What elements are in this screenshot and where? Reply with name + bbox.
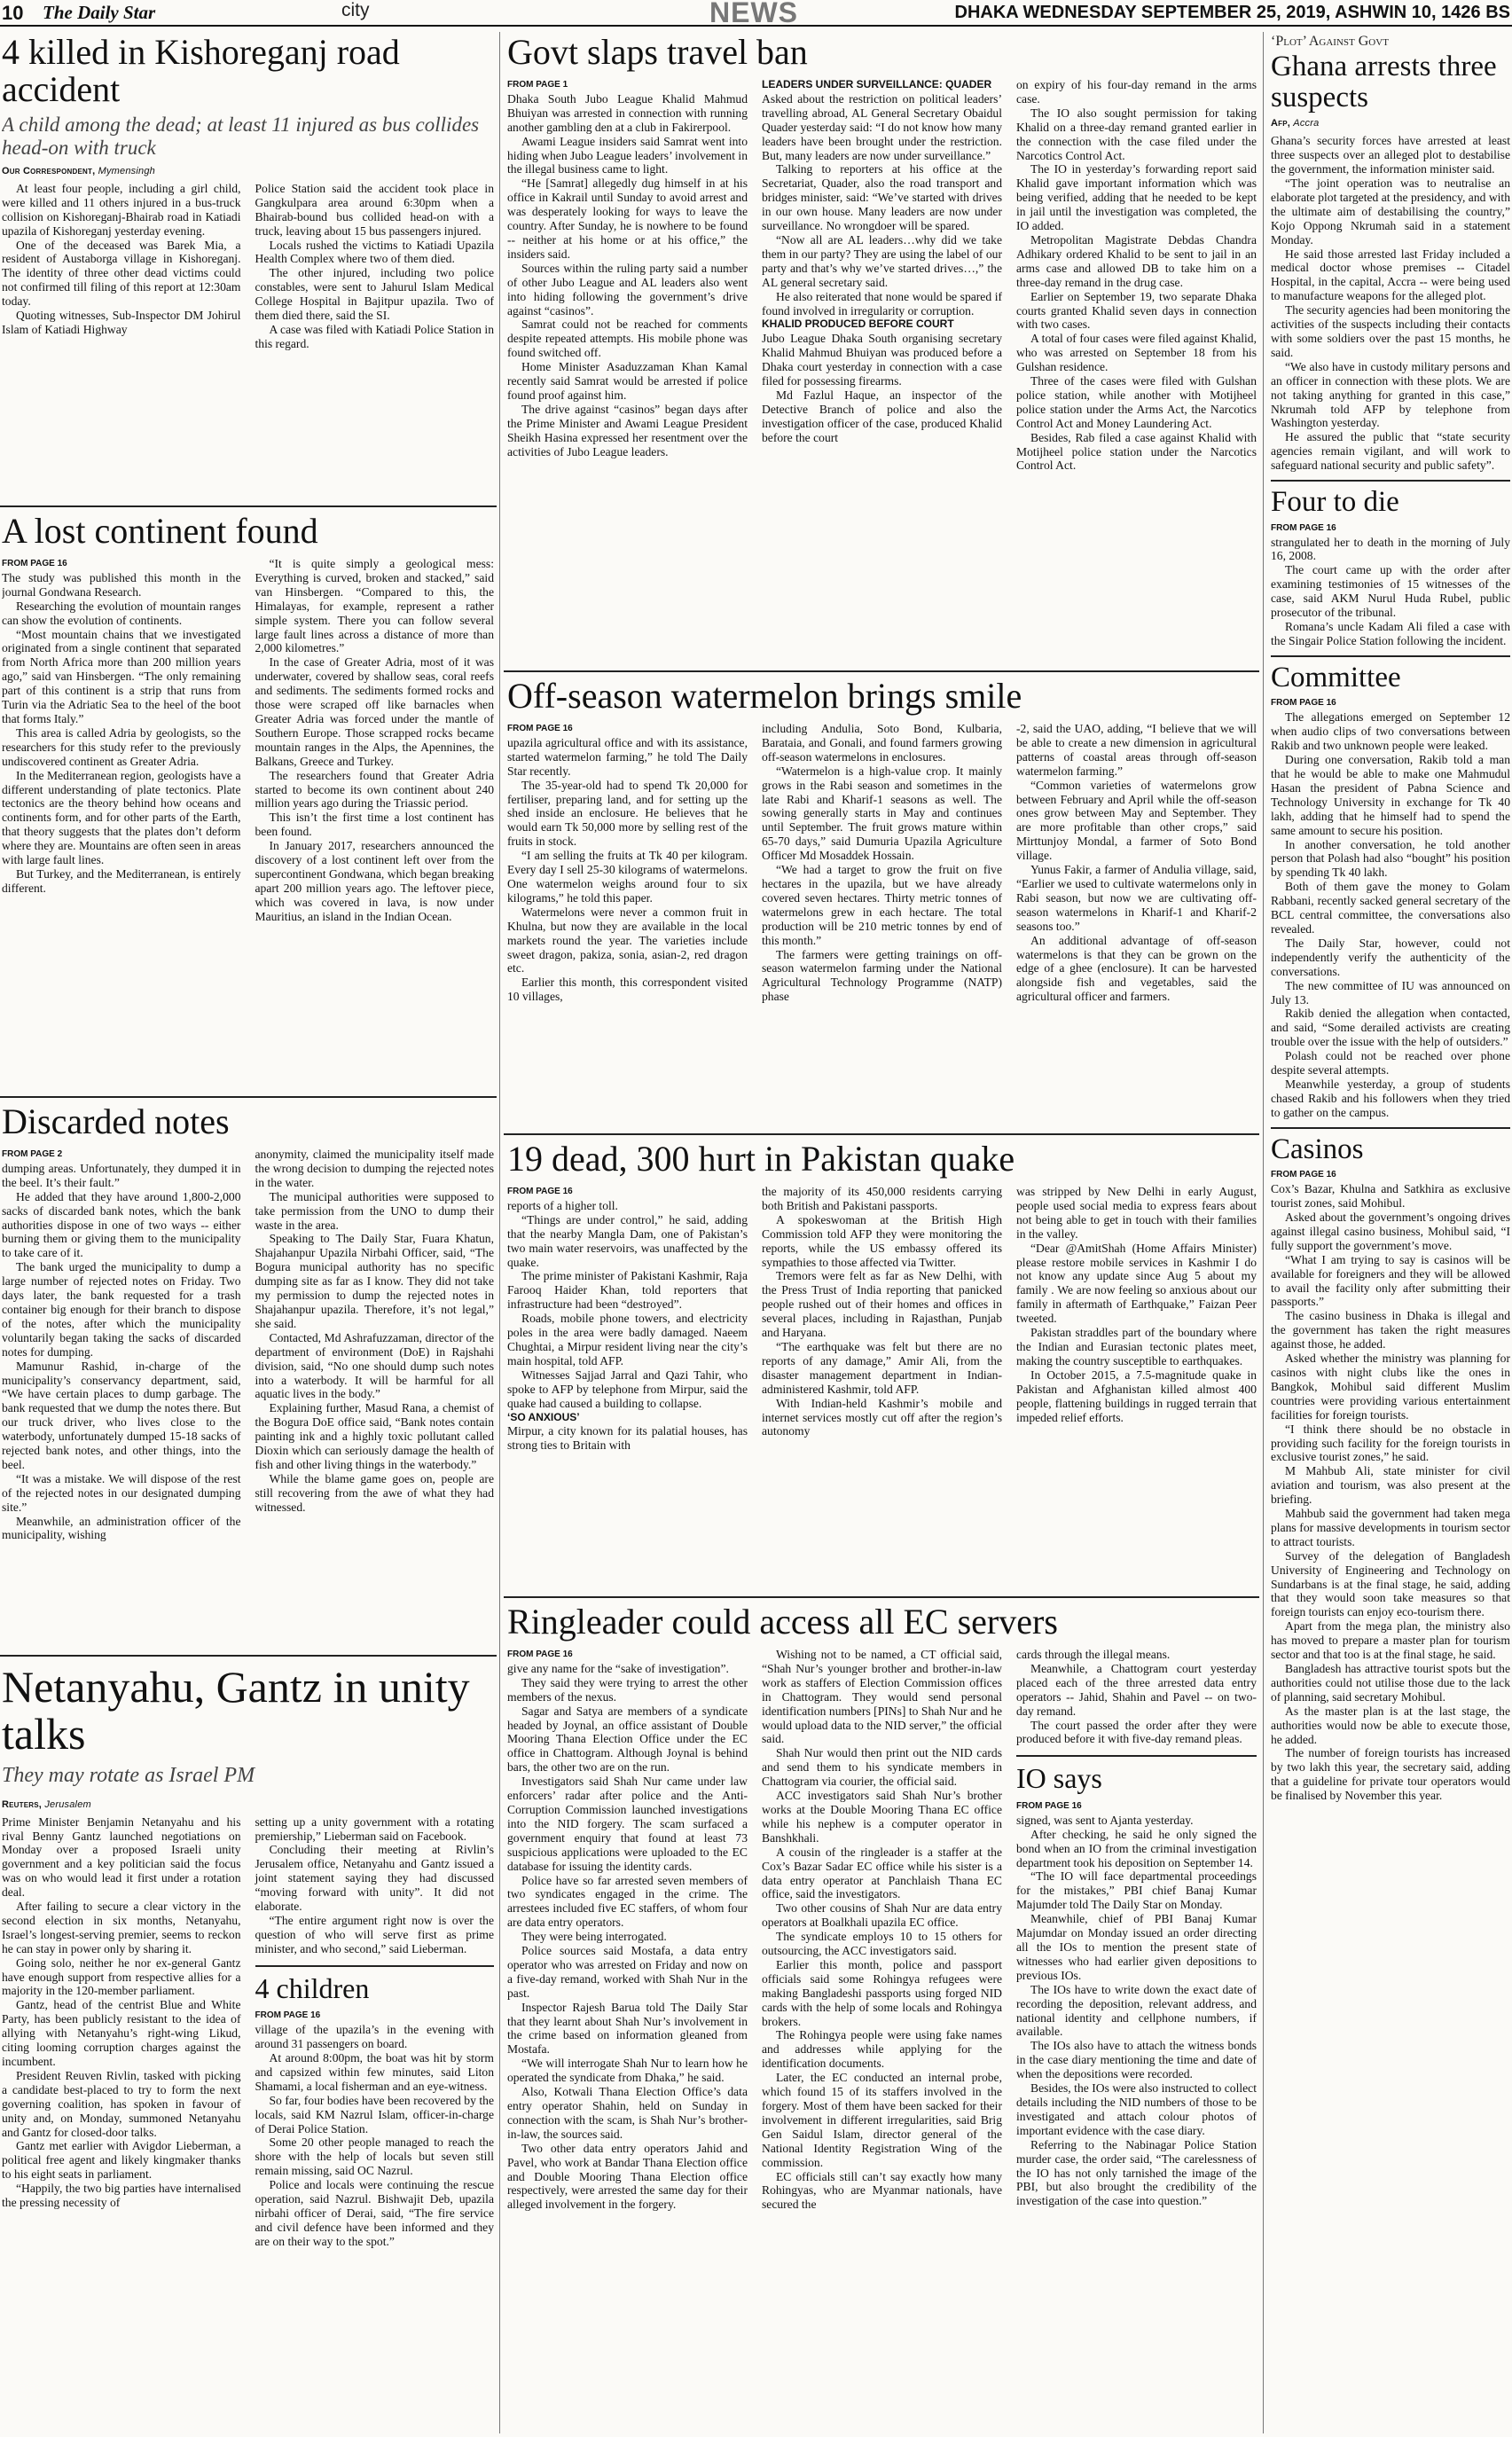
story-ghana: [1271, 34, 1510, 473]
paragraph: Gantz, head of the centrist Blue and White Party, has been publicly resistant to the idea of allying with Netanyahu’s right-wing Likud, citing looming corruption charges against the incumbent.: [2, 1998, 241, 2068]
paragraph: This area is called Adria by geologists, so the researchers for this study refer to the previously undiscovered continent as Greater Adria.: [2, 725, 241, 768]
column: [507, 722, 748, 1004]
paragraph: cards through the illegal means.: [1016, 1648, 1171, 1661]
kicker: ‘Plot’ Against Govt: [1271, 34, 1389, 49]
paragraph: The allegations emerged on September 12 when audio clips of two conversations between Rakib and two unknown people were leaked.: [1271, 710, 1510, 753]
paragraph: The researchers found that Greater Adria started to become its own continent about 240 million years ago during the Triassic period.: [255, 768, 494, 811]
headline: Committee: [1271, 661, 1401, 693]
paragraph: So far, four bodies have been recovered by the locals, said KM Nazrul Islam, officer-in-charge of Derai Police Station.: [255, 2093, 494, 2135]
paragraph: The bank urged the municipality to dump a large number of rejected notes on Friday. Two days later, the bank requested for a trash container big enough for their branch to dispose of the notes, after which the municipality voluntarily began taking the sacks of discarded notes for dumping.: [2, 1260, 241, 1359]
paragraph: Rakib denied the allegation when contacted, and said, “Some derailed activists are creating trouble over the issue with the help of outsiders.”: [1271, 1007, 1510, 1049]
paragraph: Speaking to The Daily Star, Fuara Khatun, Shajahanpur Upazila Nirbahi Officer, said, “The Bogura municipal authority has no specific dumping site as far as I know. They did not take my permission to dump the rejected notes in Shajahanpur upazila. Therefore, it’s not legal,” she said.: [255, 1232, 494, 1330]
paragraph: “I think there should be no obstacle in providing such facility for the foreign tourists in exclusive tourist zones,” he said.: [1271, 1422, 1510, 1464]
from-page: FROM PAGE 16: [1016, 1800, 1082, 1811]
paragraph: signed, was sent to Ajanta yesterday.: [1016, 1813, 1194, 1827]
paragraph: “We also have in custody military persons and an officer in connection with these plots. We are not taking anything for granted in this case,” Nkrumah told AFP by telephone from Washington yesterday.: [1271, 359, 1510, 430]
from-page: FROM PAGE 1: [507, 80, 568, 90]
paragraph: “It was a mistake. We will dispose of the rest of the rejected notes in our designated dumping site.”: [2, 1471, 241, 1514]
paragraph: Mirpur, a city known for its palatial houses, has strong ties to Britain with: [507, 1424, 748, 1453]
paragraph: Besides, the IOs were also instructed to collect details including the NID numbers of those to be investigated and attach colour photos of important evidence with the case diary.: [1016, 2081, 1257, 2137]
headline: A lost continent found: [2, 513, 318, 551]
paragraph: At around 8:00pm, the boat was hit by storm and capsized within few minutes, said Liton Shamami, a local fisherman and an eye-witness.: [255, 2050, 494, 2093]
column: [1271, 134, 1510, 473]
paragraph: Survey of the delegation of Bangladesh University of Engineering and Technology on Sundarbans is at the final stage, he said, adding that they would soon take measures so that foreign tourists can enjoy eco-tourism there.: [1271, 1548, 1510, 1619]
paragraph: “He [Samrat] allegedly dug himself in at his office in Kakrail until Sunday to avoid arrest and was desperately looking for ways to leave the country. After Sunday, he is nowhere to be found -- neither at his home or at his office,” the insiders said.: [507, 176, 748, 261]
paragraph: The Rohingya people were using fake names and addresses while applying for the identification documents.: [762, 2028, 1002, 2071]
column: [1016, 1185, 1257, 1424]
paragraph: Apart from the mega plan, the ministry also has moved to prepare a master plan for tourism sector and that too is at the final stage, he said.: [1271, 1619, 1510, 1662]
from-page: FROM PAGE 16: [507, 1187, 573, 1196]
paragraph: Ghana’s security forces have arrested at least three suspects over an alleged plot to destabilise the government, the information minister said.: [1271, 134, 1510, 176]
paragraph: The Daily Star, however, could not independently verify the authenticity of the conversations.: [1271, 936, 1510, 978]
paragraph: Two other data entry operators Jahid and Pavel, who work at Bandar Thana Election office and Double Mooring Thana Election office respectively, were arrested the same day for their alleged involvement in the forgery.: [507, 2141, 748, 2212]
paragraph: Going solo, neither he nor ex-general Gantz have enough support from respective allies for a majority in the 120-member parliament.: [2, 1955, 241, 1998]
headline: 4 killed in Kishoreganj road accident: [2, 34, 400, 109]
paragraph: Some 20 other people managed to reach the shore with the help of locals but seven still remain missing, said OC Nazrul.: [255, 2135, 494, 2178]
story-watermelon: [507, 678, 1257, 1121]
paragraph: Contacted, Md Ashrafuzzaman, director of the department of environment (DoE) in Rajshahi division, said, “No one should dump such notes into a waterbody. It will be harmful for all aquatic lives in the body.”: [255, 1330, 494, 1401]
paragraph: “Watermelon is a high-value crop. It mainly grows in the Rabi season and sometimes in the late Rabi and Kharif-1 seasons as well. The sowing generally starts in May and continues until September. The fruit grows mature within 65-70 days,” said Dumuria Upazila Agriculture Officer Md Mosaddek Hossain.: [762, 764, 1002, 863]
paragraph: In January 2017, researchers announced the discovery of a lost continent left over from the supercontinent Gondwana, which began breaking apart 200 million years ago. The leftover piece, which was covered in lava, is now under Mauritius, an island in the Indian Ocean.: [255, 839, 494, 923]
headline: Off-season watermelon brings smile: [507, 678, 1022, 716]
paragraph: The court passed the order after they were produced before it with five-day remand pleas.: [1016, 1718, 1257, 1746]
paragraph: EC officials still can’t say exactly how many Rohingyas, who are Myanmar nationals, have secured the: [762, 2169, 1002, 2212]
subhead: LEADERS UNDER SURVEILLANCE: QUADER: [762, 78, 992, 90]
paragraph: Investigators said Shah Nur came under law enforcers’ radar after police and the Anti-Corruption Commission launched investigations into the NID forgery. The scam surfaced a government enquiry that found at least 73 suspicious applications were uploaded to the EC database for issuing the identity cards.: [507, 1775, 748, 1873]
paragraph: The drive against “casinos” began days after the Prime Minister and Awami League President Sheikh Hasina expressed her resentment over the activities of Jubo League leaders.: [507, 402, 748, 458]
paragraph: setting up a unity government with a rotating premiership,” Lieberman said on Facebook.: [255, 1814, 494, 1843]
from-page: FROM PAGE 16: [2, 559, 67, 568]
column: [762, 1648, 1002, 2212]
paragraph: “The IO will face departmental proceedings for the mistakes,” PBI chief Banaj Kumar Majumder told The Daily Star on Monday.: [1016, 1869, 1257, 1912]
paragraph: “What I am trying to say is casinos will be available for foreigners and they will be allowed to avail the facility only after submitting their passports.”: [1271, 1252, 1510, 1309]
paragraph: The municipal authorities were supposed to take permission from the UNO to dump their waste in the area.: [255, 1189, 494, 1232]
headline: IO says: [1016, 1762, 1102, 1795]
from-page: FROM PAGE 16: [1271, 522, 1336, 533]
paragraph: Yunus Fakir, a farmer of Andulia village, said, “Earlier we used to cultivate watermelons only in Rabi season, but now we are cultivating off-season watermelons in Kharif-1 and Kharif-2 seasons too.”: [1016, 863, 1257, 933]
paragraph: Md Fazlul Haque, an inspector of the Detective Branch of police and also the investigation officer of the case, produced Khalid before the court: [762, 388, 1002, 444]
paragraph: The IOs also have to attach the witness bonds in the case diary mentioning the time and date of when the depositions were recorded.: [1016, 2039, 1257, 2081]
column: [1016, 78, 1257, 473]
paragraph: Police have so far arrested seven members of two syndicates engaged in the crime. The arrestees included five EC staffers, of whom four are data entry operators.: [507, 1873, 748, 1930]
paragraph: on expiry of his four-day remand in the arms case.: [1016, 78, 1257, 106]
paragraph: While the blame game goes on, people are still recovering from the awe of what they had witnessed.: [255, 1471, 494, 1514]
column-rule: [499, 32, 500, 2433]
story-four-to-die: [1271, 487, 1510, 648]
column: [2, 557, 241, 896]
paragraph: The study was published this month in the journal Gondwana Research.: [2, 570, 241, 599]
story-lost-continent: [2, 513, 494, 1098]
paper-name: The Daily Star: [43, 2, 156, 23]
headline: Ringleader could access all EC servers: [507, 1603, 1058, 1642]
from-page: FROM PAGE 16: [1271, 698, 1336, 709]
paragraph: Metropolitan Magistrate Debdas Chandra Adhikary ordered Khalid to be sent to jail in an arms case and allowed DB to take him on a three-day remand in the drug case.: [1016, 232, 1257, 289]
paragraph: Dhaka South Jubo League Khalid Mahmud Bhuiyan was arrested in connection with running another gambling den at a club in Fakirerpool.: [507, 91, 748, 134]
story-committee: [1271, 662, 1510, 1120]
paragraph: A cousin of the ringleader is a staffer at the Cox’s Bazar Sadar EC office while his sister is a data entry operator at Panchlaish Thana EC office, said the investigators.: [762, 1845, 1002, 1901]
headline: Discarded notes: [2, 1103, 230, 1141]
paragraph: Watermelons were never a common fruit in Khulna, but now they are available in the local markets round the year. The varieties include sweet dragon, pakiza, sonia, asian-2, red dragon etc.: [507, 905, 748, 976]
paragraph: Earlier this month, this correspondent visited 10 villages,: [507, 976, 748, 1004]
paragraph: After failing to secure a clear victory in the second election in six months, Netanyahu, Israel’s longest-serving premier, seems to reckon he can stay in power only by sharing it.: [2, 1900, 241, 1955]
paragraph: Two other cousins of Shah Nur are data entry operators at Boalkhali upazila EC office.: [762, 1901, 1002, 1930]
paragraph: After checking, he said he only signed the bond when an IO from the criminal investigation department took his deposition on September 14.: [1016, 1827, 1257, 1869]
deck: A child among the dead; at least 11 injured as bus collides head-on with truck: [2, 114, 480, 160]
paragraph: including Andulia, Soto Bond, Kulbaria, Barataia, and Gonali, and found farmers growing off-season watermelons in enclosures.: [762, 722, 1002, 764]
paragraph: The IO also sought permission for taking Khalid on a three-day remand granted earlier in the connection with the case filed under the Narcotics Control Act.: [1016, 106, 1257, 162]
paragraph: Quoting witnesses, Sub-Inspector DM Johirul Islam of Katiadi Highway: [2, 309, 241, 336]
paragraph: Talking to reporters at his office at the Secretariat, Quader, also the road transport and bridges minister, said: “We’ve started with drives in our own house. Many leaders are now under surveillance. No wrongdoer will be spared.: [762, 162, 1002, 233]
paragraph: The 35-year-old had to spend Tk 20,000 for fertiliser, preparing land, and for setting up the shed inside an enclosure. He believes that he would earn Tk 50,000 more by selling rest of the fruits in stock.: [507, 778, 748, 849]
right-column: [1271, 34, 1510, 2435]
column: [255, 182, 495, 351]
divider: [504, 1596, 1259, 1598]
paragraph: Polash could not be reached over phone despite several attempts.: [1271, 1049, 1510, 1077]
paragraph: He added that they have around 1,800-2,000 sacks of discarded bank notes, which the bank authorities dispose in one of two ways -- either burning them or giving them to the municipality to take care of it.: [2, 1189, 241, 1260]
paragraph: One of the deceased was Barek Mia, a resident of Austaborga village in Kishoreganj. The identity of three other dead victims could not confirmed till filing of this report at 12:30am today.: [2, 238, 241, 309]
paragraph: “We had a target to grow the fruit on five hectares in the upazila, but we have already covered seven hectares. Thirty metric tonnes of watermelons grew in each hectare. The total production will be 210 metric tonnes by end of this month.”: [762, 863, 1002, 947]
paragraph: A total of four cases were filed against Khalid, who was arrested on September 18 from his Gulshan residence.: [1016, 332, 1257, 374]
paragraph: dumping areas. Unfortunately, they dumped it in the beel. It’s their fault.”: [2, 1161, 241, 1189]
paragraph: He assured the public that “state security agencies remain vigilant, and will work to safeguard national security and public safety”.: [1271, 430, 1510, 473]
paragraph: At least four people, including a girl child, were killed and 11 others injured in a bus-truck collision on Kishoreganj-Bhairab road in Katiadi upazila of Kishoreganj yesterday evening.: [2, 181, 241, 238]
section-label: NEWS: [709, 0, 798, 28]
dateline: DHAKA WEDNESDAY SEPTEMBER 25, 2019, ASHWIN 10, 1426 BS: [954, 3, 1510, 22]
paragraph: In another conversation, he told another person that Polash had also “bought” his position by spending Tk 40 lakh.: [1271, 837, 1510, 880]
paragraph: village of the upazila’s in the evening with around 31 passengers on board.: [255, 2023, 494, 2051]
paragraph: A spokeswoman at the British High Commission told AFP they were monitoring the reports, while the US embassy offered its sympathies to those affected via Twitter.: [762, 1212, 1002, 1269]
paragraph: “We will interrogate Shah Nur to learn how he operated the syndicate from Dhaka,” he said.: [507, 2057, 748, 2085]
paragraph: Awami League insiders said Samrat went into hiding when Jubo League leaders’ involvement in the illegal business came to light.: [507, 134, 748, 176]
column: [762, 1185, 1002, 1438]
paragraph: M Mahbub Ali, state minister for civil aviation and tourism, was also present at the briefing.: [1271, 1464, 1510, 1507]
paragraph: Inspector Rajesh Barua told The Daily Star that they learnt about Shah Nur’s involvement in the crime based on information gleaned from Mostafa.: [507, 2000, 748, 2057]
story-4-children: [255, 1971, 495, 2249]
divider: [504, 1133, 1259, 1135]
paragraph: Gantz met earlier with Avigdor Lieberman, a political free agent and likely kingmaker thanks to his eight seats in parliament.: [2, 2139, 241, 2182]
paragraph: -2, said the UAO, adding, “I believe that we will be able to create a new dimension in agricultural patterns of coastal areas through off-season watermelon farming.”: [1016, 722, 1257, 778]
masthead: [0, 0, 1512, 27]
paragraph: The casino business in Dhaka is illegal and the government has taken the right measures against those, he added.: [1271, 1309, 1510, 1352]
paragraph: The court came up with the order after examining testimonies of 15 witnesses of the case, said AKM Nurul Huda Rubel, public prosecutor of the tribunal.: [1271, 563, 1510, 620]
deck: They may rotate as Israel PM: [2, 1764, 255, 1787]
story-kishoreganj: [2, 34, 494, 504]
paragraph: He said those arrested last Friday included a medical doctor whose premises -- Citadel Hospital, in the capital, Accra -- were being used to manufacture weapons for the alleged plot.: [1271, 247, 1510, 303]
paragraph: reports of a higher toll.: [507, 1198, 618, 1212]
paragraph: ACC investigators said Shah Nur’s brother works at the Double Mooring Thana EC office while his nephew is a computer operator in Banshkhali.: [762, 1789, 1002, 1845]
byline: Reuters, Jerusalem: [2, 1798, 91, 1810]
paragraph: Earlier on September 19, two separate Dhaka courts granted Khalid seven days in connection with two cases.: [1016, 289, 1257, 332]
story-ringleader: [507, 1603, 1257, 2435]
divider: [504, 670, 1259, 672]
paragraph: Also, Kotwali Thana Election Office’s data entry operator Shahin, held on Sunday in connection with the scam, is Shah Nur’s brother-in-law, the sources said.: [507, 2085, 748, 2141]
paragraph: They were being interrogated.: [521, 1930, 667, 1944]
story-pakistan-quake: [507, 1140, 1257, 1593]
paragraph: the majority of its 450,000 residents carrying both British and Pakistani passports.: [762, 1185, 1002, 1212]
paragraph: He also reiterated that none would be spared if found involved in irregularity or corruption.: [762, 289, 1002, 317]
column: [1271, 696, 1510, 1119]
paragraph: Meanwhile, chief of PBI Banaj Kumar Majumdar on Monday issued an order directing all the IOs to mention the present state of witnesses who had earlier given depositions to previous IOs.: [1016, 1912, 1257, 1982]
paragraph: Asked whether the ministry was planning for casinos with night clubs like the ones in Bangkok, Mohibul said different Muslim countries were providing various entertainment facilities for foreign tourists.: [1271, 1352, 1510, 1422]
paragraph: During one conversation, Rakib told a man that he would be able to make one Mahmudul Hasan the president of Pabna Science and Technology University in exchange for Tk 40 lakh, adding that he himself had to spend the same amount to secure his position.: [1271, 753, 1510, 837]
column: [507, 78, 748, 458]
paragraph: Mahbub said the government had taken mega plans for massive developments in tourism sector to attract tourists.: [1271, 1507, 1510, 1548]
divider: [0, 1096, 497, 1098]
paragraph: Referring to the Nabinagar Police Station murder case, the order said, “The carelessness of the IO has not only tarnished the image of the PBI, but also brought the credibility of the investigation of the case into question.”: [1016, 2137, 1257, 2208]
column: [762, 722, 1002, 1004]
paragraph: “Things are under control,” he said, adding that the nearby Mangla Dam, one of Pakistan’s two main water reservoirs, was unaffected by the quake.: [507, 1212, 748, 1269]
paragraph: Witnesses Sajjad Jarral and Qazi Tahir, who spoke to AFP by telephone from Mirpur, said the quake had caused a building to collapse.: [507, 1367, 748, 1410]
from-page: FROM PAGE 16: [1271, 1170, 1336, 1180]
paragraph: The prime minister of Pakistani Kashmir, Raja Farooq Haider Khan, told reporters that infrastructure had been “destroyed”.: [507, 1269, 748, 1312]
from-page: FROM PAGE 16: [507, 724, 573, 733]
paragraph: Prime Minister Benjamin Netanyahu and his rival Benny Gantz launched negotiations on Monday over a proposed Israeli unity government and a key politician said the focus was on who would lead it first under a rotation deal.: [2, 1814, 241, 1900]
paragraph: An additional advantage of off-season watermelons is that they can be grown on the edge of a ghee (enclosure). It can be harvested alongside fish and vegetables, said the agricultural officer and farmers.: [1016, 933, 1257, 1004]
paragraph: “Happily, the two big parties have internalised the pressing necessity of: [2, 2182, 241, 2210]
paragraph: Meanwhile yesterday, a group of students chased Rakib and his followers when they tried to gather on the campus.: [1271, 1077, 1510, 1119]
column: [1016, 1648, 1257, 2208]
column: [1271, 1168, 1510, 1803]
column: [255, 1148, 495, 1515]
paragraph: Researching the evolution of mountain ranges can show the evolution of continents.: [2, 599, 241, 627]
paragraph: “I am selling the fruits at Tk 40 per kilogram. Every day I sell 25-30 kilograms of watermelons. One watermelon weighs around four to six kilograms,” he told this paper.: [507, 849, 748, 905]
column: [507, 1185, 748, 1453]
paragraph: Locals rushed the victims to Katiadi Upazila Health Complex where two of them died.: [255, 238, 494, 266]
divider: [0, 505, 497, 507]
column: [1016, 722, 1257, 1004]
paragraph: Wishing not to be named, a CT official said, “Shah Nur’s younger brother and brother-in-law work as staffers of Election Commission offices in Chattogram. They would send personal identification numbers [PINs] to Shah Nur and he would upload data to the NID server,” the official said.: [762, 1648, 1002, 1746]
paragraph: Police and locals were continuing the rescue operation, said Nazrul. Bishwajit Deb, upazila nirbahi officer of Derai, said, “The fire service and civil defence have been informed and they are on their way to the spot.”: [255, 2178, 494, 2248]
byline: Afp, Accra: [1271, 118, 1320, 129]
paragraph: Roads, mobile phone towers, and electricity poles in the area were badly damaged. Naeem Chughtai, a Mirpur resident living near the city’s main hospital, told AFP.: [507, 1312, 748, 1367]
column: [762, 78, 1002, 445]
paragraph: “Dear @AmitShah (Home Affairs Minister) please restore mobile services in Kashmir I do not know any update since Aug 5 about my family . We are now feeling so anxious about our family in aftermath of Earthquake,” Faizan Peer tweeted.: [1016, 1241, 1257, 1326]
headline: Four to die: [1271, 486, 1399, 519]
page-number: 10: [2, 2, 24, 24]
paragraph: Sources within the ruling party said a number of other Jubo League and AL leaders also went into hiding following the government’s drive against “casinos”.: [507, 261, 748, 317]
story-discarded-notes: [2, 1103, 494, 1653]
byline: Our Correspondent, Mymensingh: [2, 165, 155, 176]
paragraph: “The entire argument right now is over the question of who will serve first as prime minister, and who second,” said Lieberman.: [255, 1913, 494, 1955]
paragraph: strangulated her to death in the morning of July 16, 2008.: [1271, 535, 1510, 563]
paragraph: The new committee of IU was announced on July 13.: [1271, 978, 1510, 1007]
paragraph: Later, the EC conducted an internal probe, which found 15 of its staffers involved in the forgery. Most of them have been sacked for their involvement in different irregularities, said Brig Gen Saidul Islam, director general of the National Identity Registration Wing of the commission.: [762, 2071, 1002, 2169]
paragraph: anonymity, claimed the municipality itself made the wrong decision to dumping the rejected notes in the water.: [255, 1148, 494, 1189]
paragraph: “Common varieties of watermelons grow between February and April while the off-season ones grow between May and September. They are more profitable than other crops,” said Mirttunjoy Mondal, a farmer of Soto Bond village.: [1016, 778, 1257, 863]
story-io-says: [1016, 1764, 1257, 2208]
paragraph: The security agencies had been monitoring the activities of the suspects including their contacts with some soldiers over the past 15 months, he said.: [1271, 303, 1510, 359]
section-name: city: [341, 0, 370, 20]
paragraph: In the Mediterranean region, geologists have a different understanding of plate tectonics. Plate tectonics are the theory behind how oceans and continents form, and for other parts of the Earth, that theory suggests that the plates don’t deform where they are. Mountains are often seen in areas with large fault lines.: [2, 768, 241, 867]
paragraph: President Reuven Rivlin, tasked with picking a candidate best-placed to try to form the next governing coalition, has spoken in favour of unity and, on Monday, summoned Netanyahu and Gantz for closed-door talks.: [2, 2068, 241, 2139]
column: [1271, 521, 1510, 648]
paragraph: Cox’s Bazar, Khulna and Satkhira as exclusive tourist zones, said Mohibul.: [1271, 1182, 1510, 1211]
paragraph: Sagar and Satya are members of a syndicate headed by Joynal, an office assistant of Double Mooring Thana Election Office under the EC office in Chattogram. Although Joynal is behind bars, the other two are on the run.: [507, 1704, 748, 1775]
headline: Ghana arrests three suspects: [1271, 51, 1497, 114]
paragraph: upazila agricultural office and with its assistance, started watermelon farming,” he told The Daily Star recently.: [507, 735, 748, 778]
paragraph: This isn’t the first time a lost continent has been found.: [255, 811, 494, 839]
from-page: FROM PAGE 16: [255, 2010, 321, 2021]
subhead: KHALID PRODUCED BEFORE COURT: [762, 317, 954, 331]
headline: 4 children: [255, 1971, 370, 2004]
paragraph: “The earthquake was felt but there are no reports of any damage,” Amir Ali, from the disaster management department in Indian-administered Kashmir, told AFP.: [762, 1339, 1002, 1396]
paragraph: “It is quite simply a geological mess: Everything is curved, broken and stacked,” said van Hinsbergen. “Compared to this, the Himalayas, for example, represent a rather simple system. There you can follow several large fault lines across a distance of more than 2,000 kilometres.”: [255, 557, 494, 655]
paragraph: Meanwhile, a Chattogram court yesterday placed each of the three arrested data entry operators -- Jahid, Shahin and Pavel -- on two-day remand.: [1016, 1661, 1257, 1718]
paragraph: In the case of Greater Adria, most of it was underwater, covered by shallow seas, coral reefs and sediments. The sediments formed rocks and those were scraped off like barnacles when Greater Adria was forced under the mantle of Southern Europe. Those scrapped rocks became mountain ranges in the Alps, the Apennines, the Balkans, Greece and Turkey.: [255, 655, 494, 768]
paragraph: “Most mountain chains that we investigated originated from a single continent that separated from North Africa more than 200 million years ago,” said van Hinsbergen. “The only remaining part of this continent is a strip that runs from Turin via the Adriatic Sea to the heel of the boot that forms Italy.”: [2, 627, 241, 725]
paragraph: Besides, Rab filed a case against Khalid with Motijheel police station under the Narcotics Control Act.: [1016, 430, 1257, 473]
paragraph: In October 2015, a 7.5-magnitude quake in Pakistan and Afghanistan killed almost 400 people, flattening buildings in rugged terrain that impeded relief efforts.: [1016, 1367, 1257, 1424]
paragraph: Tremors were felt as far as New Delhi, with the Press Trust of India reporting that panicked people rushed out of their homes and offices in several places, including in Rajasthan, Punjab and Haryana.: [762, 1269, 1002, 1340]
paragraph: give any name for the “sake of investigation”.: [507, 1661, 729, 1675]
paragraph: But Turkey, and the Mediterranean, is entirely different.: [2, 866, 241, 895]
paragraph: The other injured, including two police constables, were sent to Jahurul Islam Medical College Hospital in Bajitpur upazila. Two of them died there, said the SI.: [255, 266, 494, 323]
paragraph: Home Minister Asaduzzaman Khan Kamal recently said Samrat would be arrested if police found proof against him.: [507, 360, 748, 402]
paragraph: Police Station said the accident took place in Gangkulpara area around 6:30pm when a Bhairab-bound bus collided head-on with a truck, leaving about 15 bus passengers injured.: [255, 181, 494, 238]
paragraph: was stripped by New Delhi in early August, people used social media to express fears about not being able to get in touch with their families in the valley.: [1016, 1185, 1257, 1241]
paragraph: Bangladesh has attractive tourist spots but the authorities could not utilise those due to the lack of planning, said secretary Mohibul.: [1271, 1662, 1510, 1704]
paragraph: Mamunur Rashid, in-charge of the municipality’s conservancy department, said, “We have certain places to dump garbage. The bank requested that we dump the notes there. But our truck driver, who lives close to the waterbody, unfortunately dumped 15-18 sacks of rejected bank notes, and other things, into the beel.: [2, 1359, 241, 1471]
paragraph: Police sources said Mostafa, a data entry operator who was arrested on Friday and now on a five-day remand, worked with Shah Nur in the past.: [507, 1944, 748, 2000]
paragraph: Three of the cases were filed with Gulshan police station, while another with Motijheel police station under the Arms Act, the Narcotics Control Act and Money Laundering Act.: [1016, 374, 1257, 430]
paragraph: Romana’s uncle Kadam Ali filed a case with the Singair Police Station following the incident.: [1271, 620, 1510, 647]
divider: [0, 1655, 497, 1657]
paragraph: Asked about the government’s ongoing drives against illegal casino business, Mohibul said, “I fully support the government’s move.: [1271, 1211, 1510, 1252]
paragraph: “Now all are AL leaders…why did we take them in our party? They are using the label of our party and that’s why we’ve started drives…,” the AL general secretary said.: [762, 232, 1002, 289]
paragraph: As the master plan is at the last stage, the authorities would now be able to execute those, he added.: [1271, 1704, 1510, 1746]
paragraph: Jubo League Dhaka South organising secretary Khalid Mahmud Bhuiyan was produced before a Dhaka court yesterday in connection with a case filed for possessing firearms.: [762, 332, 1002, 388]
paragraph: Pakistan straddles part of the boundary where the Indian and Eurasian tectonic plates meet, making the country susceptible to earthquakes.: [1016, 1326, 1257, 1367]
paragraph: Concluding their meeting at Rivlin’s Jerusalem office, Netanyahu and Gantz issued a joint statement saying they had discussed “moving forward with unity”. It did not elaborate.: [255, 1843, 494, 1914]
column: [255, 1815, 495, 2249]
paragraph: Shah Nur would then print out the NID cards and send them to his syndicate members in Chattogram via courier, the official said.: [762, 1746, 1002, 1789]
paragraph: Meanwhile, an administration officer of the municipality, wishing: [2, 1514, 241, 1542]
story-travel-ban: [507, 34, 1257, 672]
paragraph: They said they were trying to arrest the other members of the nexus.: [507, 1675, 748, 1704]
column: [507, 1648, 748, 2212]
paragraph: Both of them gave the money to Golam Rabbani, recently sacked general secretary of the BCL central committee, the conversations also revealed.: [1271, 880, 1510, 936]
column: [2, 1815, 241, 2210]
from-page: FROM PAGE 16: [507, 1649, 573, 1659]
paragraph: “The joint operation was to neutralise an elaborate plot targeted at the presidency, and with the ultimate aim of destabilising the country,” Kojo Oppong Nkrumah said in a statement Monday.: [1271, 176, 1510, 247]
headline: Govt slaps travel ban: [507, 34, 808, 72]
column-rule: [1263, 32, 1264, 2433]
paragraph: The syndicate employs 10 to 15 others for outsourcing, the ACC investigators said.: [762, 1930, 1002, 1958]
column: [255, 557, 495, 924]
paragraph: The IO in yesterday’s forwarding report said Khalid gave important information which was being verified, adding that he needed to be kept in jail until the investigation was completed, the IO added.: [1016, 162, 1257, 233]
headline: Casinos: [1271, 1132, 1364, 1165]
paragraph: Explaining further, Masud Rana, a chemist of the Bogura DoE office said, “Bank notes contain painting ink and a highly toxic pollutant called Dioxin which can seriously damage the health of fish and other living things in the waterbody.”: [255, 1401, 494, 1471]
paragraph: A case was filed with Katiadi Police Station in this regard.: [255, 322, 494, 350]
paragraph: With Indian-held Kashmir’s mobile and internet services mostly cut off after the region’s autonomy: [762, 1396, 1002, 1438]
headline: Netanyahu, Gantz in unity talks: [2, 1664, 470, 1759]
paragraph: The number of foreign tourists has increased by two lakh this year, the secretary said, adding that a guideline for private tour operators would be finalised by November this year.: [1271, 1746, 1510, 1803]
paragraph: The IOs have to write down the exact date of recording the deposition, relevant address, and national identity and cellphone numbers, if available.: [1016, 1982, 1257, 2039]
subhead: ‘SO ANXIOUS’: [507, 1410, 580, 1423]
paragraph: The farmers were getting trainings on off-season watermelon farming under the National Agricultural Technology Programme (NATP) phase: [762, 947, 1002, 1004]
column: [2, 182, 241, 337]
paragraph: Earlier this month, police and passport officials said some Rohingya refugees were making Bangladeshi passports using forged NID cards with the help of some locals and Rohingya brokers.: [762, 1957, 1002, 2028]
column: [2, 1148, 241, 1542]
paragraph: Asked about the restriction on political leaders’ travelling abroad, AL General Secretary Obaidul Quader yesterday said: “I do not know how many leaders have been brought under the restriction. But, many leaders are now under surveillance.”: [762, 91, 1002, 162]
headline: 19 dead, 300 hurt in Pakistan quake: [507, 1140, 1015, 1179]
story-netanyahu: [2, 1664, 494, 2435]
from-page: FROM PAGE 2: [2, 1149, 63, 1159]
paragraph: Samrat could not be reached for comments despite repeated attempts. His mobile phone was found switched off.: [507, 317, 748, 360]
story-casinos: [1271, 1134, 1510, 1803]
